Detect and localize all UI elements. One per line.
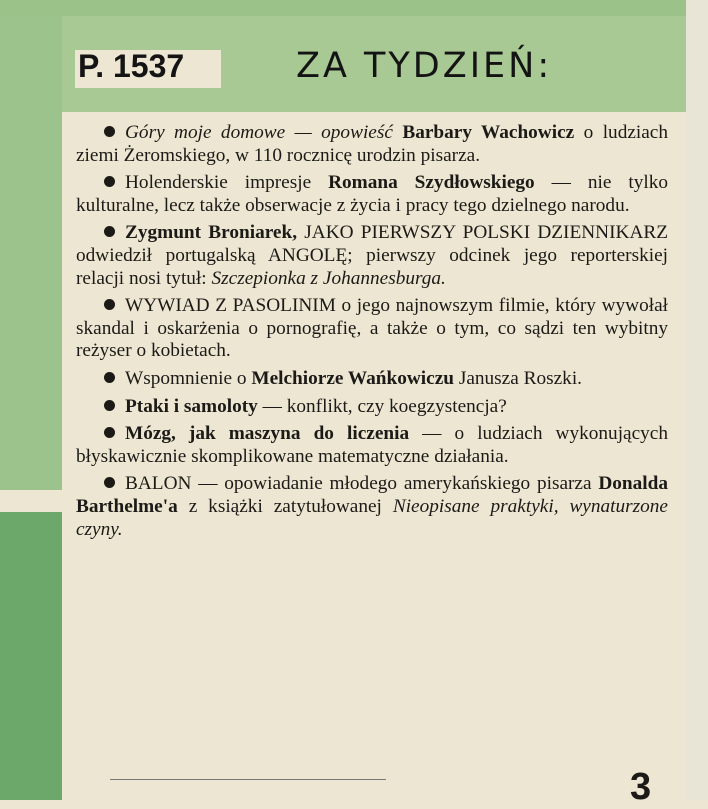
left-green-margin-lower	[0, 512, 62, 800]
list-item-5	[76, 368, 668, 391]
item-text: WYWIAD Z PASOLINIM o jego najnowszym filmie, który wywołał skandal i oskarżenia o pornografię, a także o tym, co sądzi ten wybitny reżyser o kobietach.	[76, 295, 668, 362]
list-item-3	[76, 222, 668, 290]
item-author: Barbary Wachowicz	[402, 122, 575, 143]
item-author: Zygmunt Broniarek,	[125, 222, 298, 244]
page-number: 3	[630, 766, 652, 808]
item-text: Góry moje domowe — opowieść	[125, 122, 393, 143]
item-title: Mózg, jak maszyna do liczenia	[125, 423, 410, 445]
item-title: Szczepionka z Johannesburga.	[211, 267, 446, 289]
item-text: Janusza Roszki.	[458, 367, 582, 389]
bullet-icon	[104, 126, 115, 137]
item-title: Ptaki i samoloty	[125, 395, 258, 417]
footer-rule	[110, 779, 386, 780]
item-text: BALON — opowiadanie młodego amerykańskiego pisarza	[125, 473, 592, 495]
bullet-icon	[104, 372, 115, 383]
item-author: Romana Szydłowskiego	[328, 172, 535, 194]
bullet-icon	[104, 400, 115, 411]
left-green-margin	[0, 16, 62, 490]
list-item-8	[76, 473, 668, 541]
top-green-strip	[0, 0, 708, 16]
item-title: Nieopisane praktyki, wynaturzone czyny.	[76, 495, 668, 540]
list-item-2	[76, 172, 668, 217]
bullet-icon	[104, 226, 115, 237]
section-title: ZA TYDZIEŃ:	[296, 46, 553, 86]
item-text: JAKO PIERWSZY POLSKI DZIENNIKARZ odwiedził portugalską ANGOLĘ; pierwszy odcinek jego reporterskiej relacji nosi tytuł:	[76, 222, 669, 289]
list-item-1	[76, 122, 668, 167]
right-paper-edge	[686, 0, 708, 800]
item-text: Wspomnienie o	[125, 367, 247, 389]
bullet-icon	[104, 176, 115, 187]
item-text: o ludziach ziemi Żeromskiego, w 110 rocznicę urodzin pisarza.	[76, 122, 669, 166]
bullet-icon	[104, 427, 115, 438]
item-subject: Melchiorze Wańkowiczu	[251, 367, 454, 389]
item-text: — konflikt, czy koegzystencja?	[262, 395, 507, 417]
item-text: z książki zatytułowanej	[188, 495, 382, 517]
item-text: — o ludziach wykonujących błyskawicznie skomplikowane matematyczne działania.	[76, 423, 669, 467]
item-author: Donalda Barthelme'a	[76, 473, 669, 517]
bullet-icon	[104, 477, 115, 488]
article-list	[76, 122, 668, 541]
list-item-7	[76, 423, 668, 468]
issue-code: P. 1537	[78, 48, 185, 84]
list-item-6	[76, 396, 668, 419]
list-item-4	[76, 295, 668, 363]
item-text: Holenderskie impresje	[125, 172, 312, 194]
bullet-icon	[104, 299, 115, 310]
item-text: — nie tylko kulturalne, lecz także obserwacje z życia i pracy tego dzielnego narodu.	[76, 172, 668, 216]
